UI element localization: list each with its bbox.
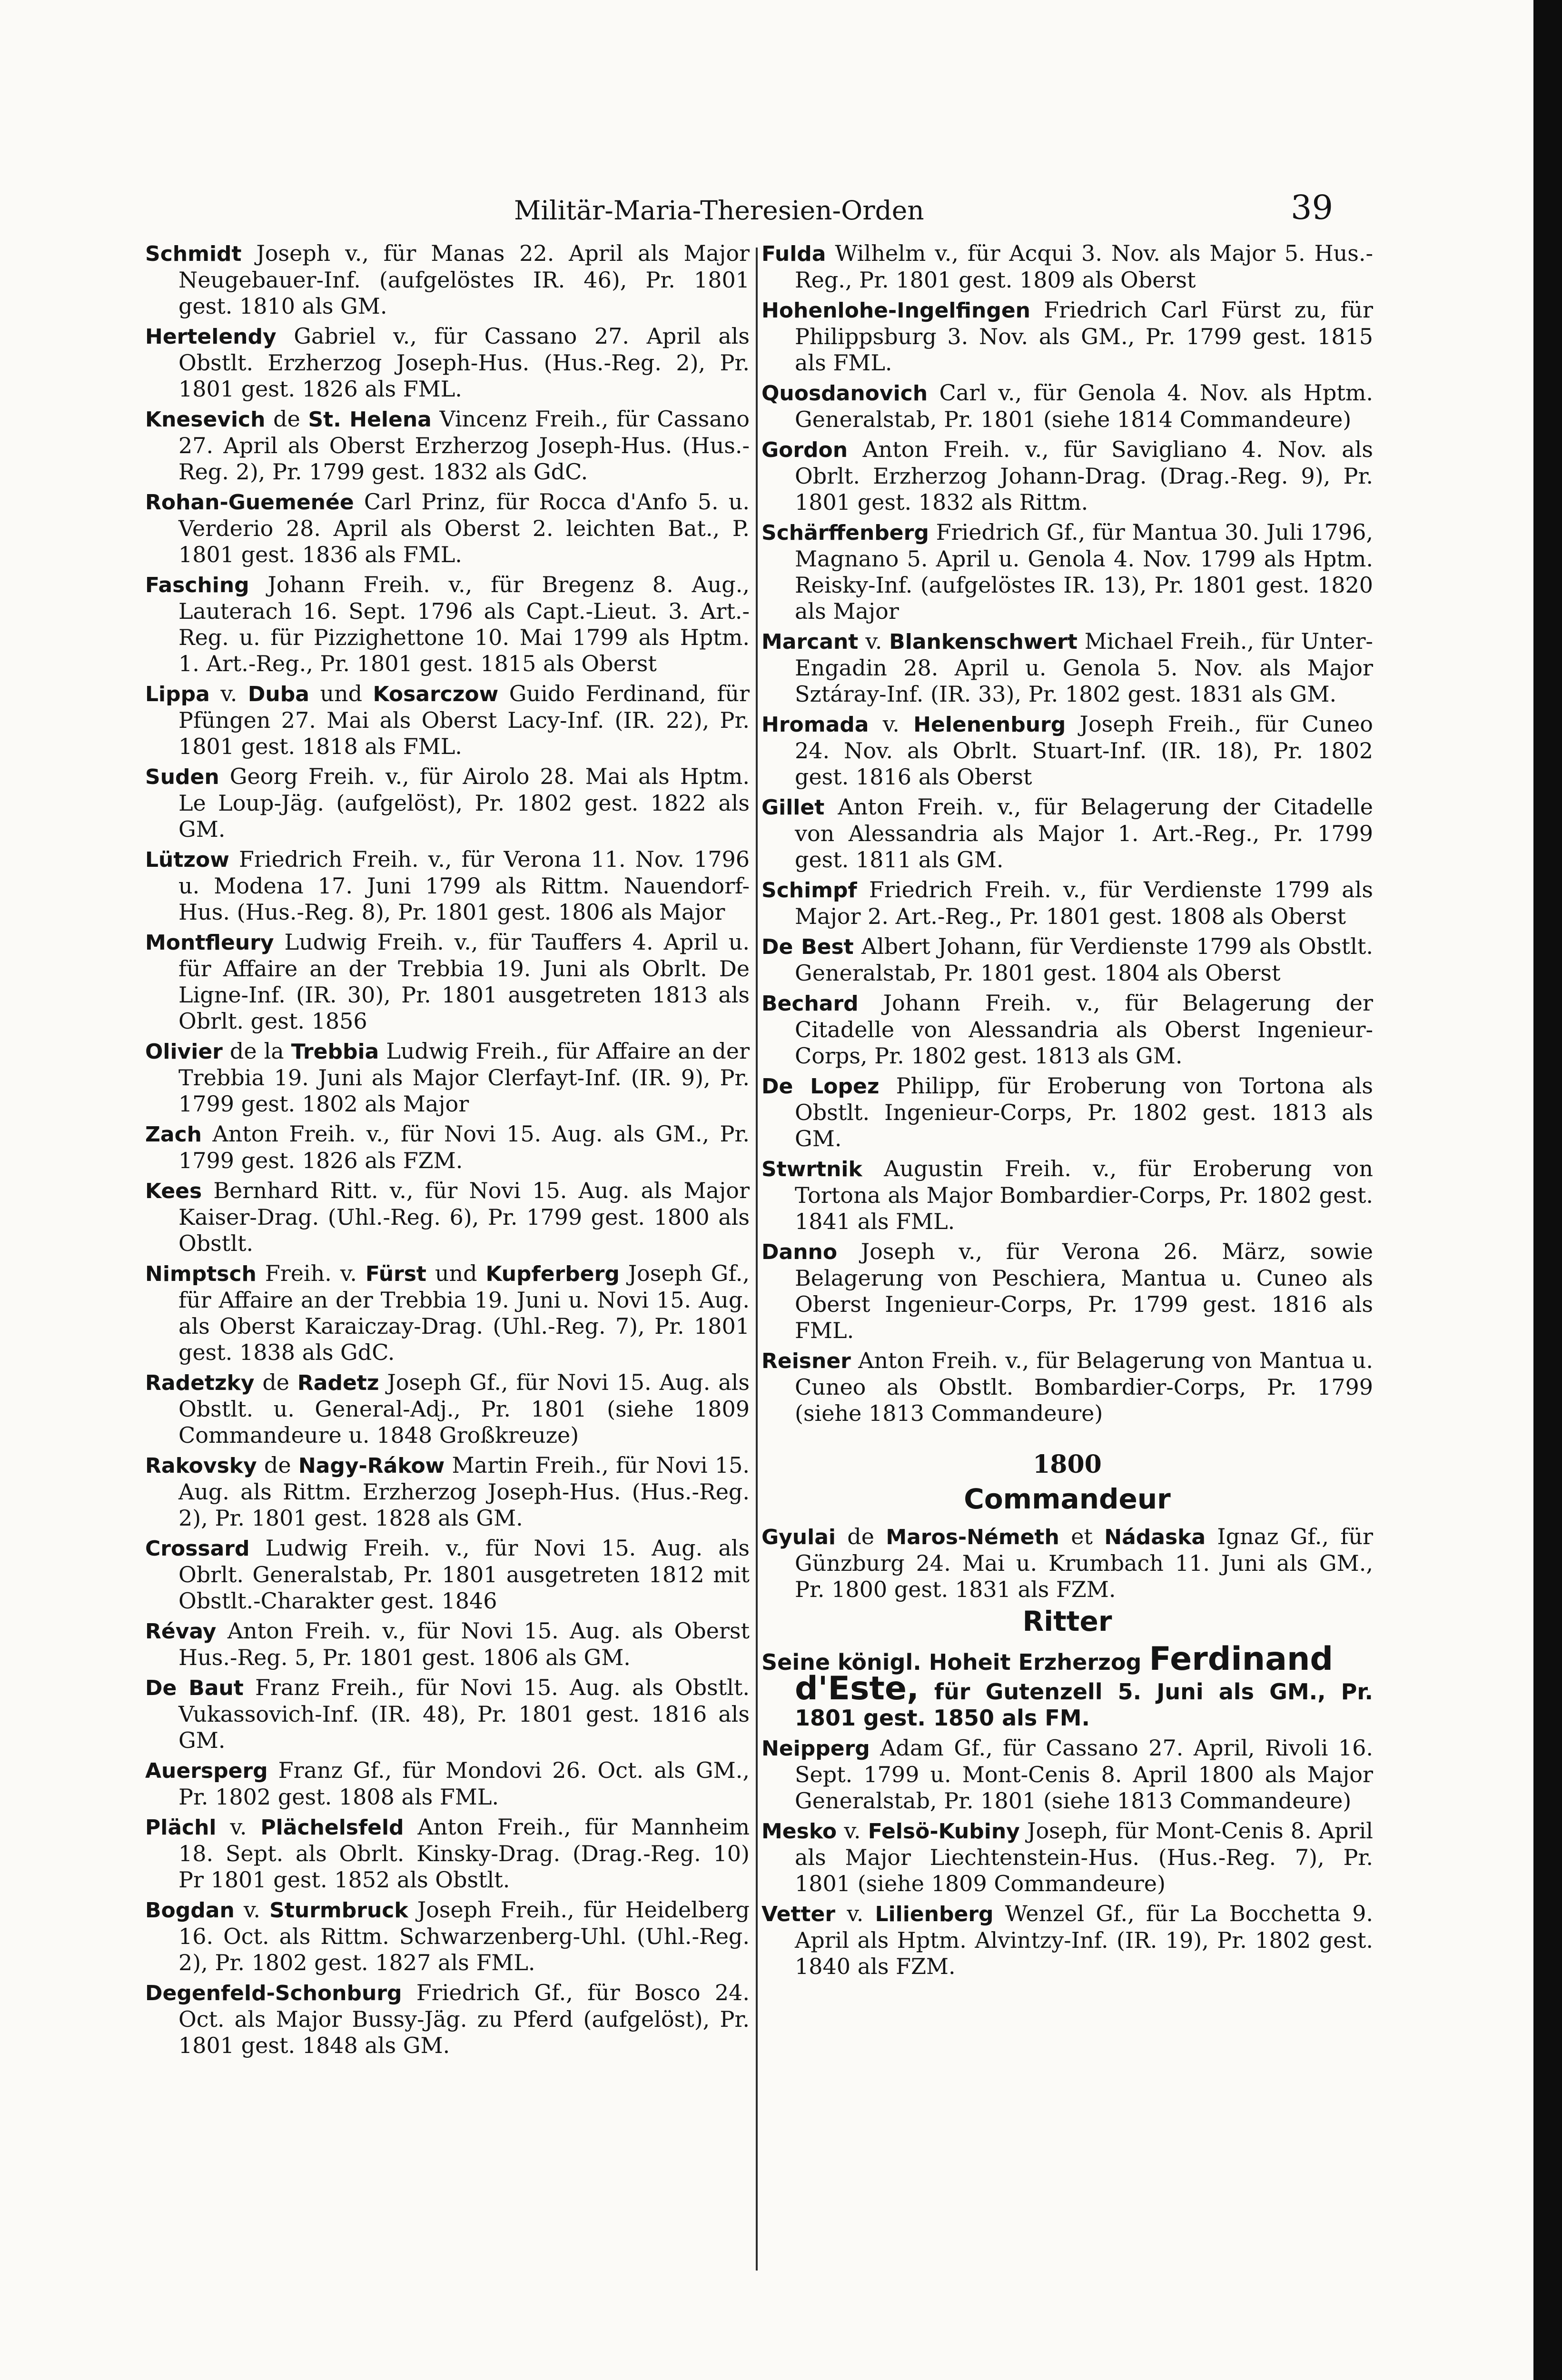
entry-text: v. xyxy=(837,1818,868,1844)
entry-text: Ludwig Freih., für Affaire an der Trebbia 19. Juni als Major Clerfayt-Inf. (IR. 9), Pr. 1799 gest. 1802 als Major xyxy=(178,1038,750,1117)
entry-text: Anton Freih. v., für Novi 15. Aug. als GM., Pr. 1799 gest. 1826 als FZM. xyxy=(178,1121,750,1173)
entry-name: Nimptsch xyxy=(145,1262,257,1286)
entry-text: Anton Freih. v., für Belagerung der Citadelle von Alessandria als Major 1. Art.-Reg., Pr. 1799 gest. 1811 als GM. xyxy=(795,794,1373,873)
entry-name: Gyulai xyxy=(761,1525,836,1549)
entry-text: Friedrich Gf., für Bosco 24. Oct. als Major Bussy-Jäg. zu Pferd (aufgelöst), Pr. 1801 gest. 1848 als GM. xyxy=(178,1980,750,2058)
register-entry xyxy=(761,877,1373,930)
entry-text: Anton Freih. v., für Novi 15. Aug. als Oberst Hus.-Reg. 5, Pr. 1801 gest. 1806 als GM. xyxy=(178,1618,750,1670)
register-entry xyxy=(145,1369,750,1448)
register-entry xyxy=(145,1618,750,1671)
entry-text: Martin Freih., für Novi 15. Aug. als Rittm. Erzherzog Joseph-Hus. (Hus.-Reg. 2), Pr. 1801 gest. 1828 als GM. xyxy=(178,1452,750,1531)
entry-name: Stwrtnik xyxy=(761,1157,862,1181)
register-entry xyxy=(761,436,1373,516)
entry-name: Quosdanovich xyxy=(761,381,928,406)
register-entry xyxy=(145,1675,750,1754)
entry-name: Sturmbruck xyxy=(269,1898,408,1923)
scan-edge xyxy=(1533,0,1562,2380)
entry-text: v. xyxy=(234,1897,270,1923)
entry-name: Fürst xyxy=(365,1262,426,1286)
register-entry xyxy=(761,1156,1373,1235)
register-entry xyxy=(761,1901,1373,1980)
entry-name: Schimpf xyxy=(761,878,857,902)
entry-name: Révay xyxy=(145,1619,217,1644)
entry-name: Gordon xyxy=(761,438,848,462)
entry-name: Duba xyxy=(247,682,309,706)
register-entry xyxy=(145,846,750,925)
register-entry xyxy=(145,489,750,568)
register-entry xyxy=(145,1757,750,1810)
entry-text: Anton Freih. v., für Savigliano 4. Nov. als Obrlt. Erzherzog Johann-Drag. (Drag.-Reg. 9), Pr. 1801 gest. 1832 als Rittm. xyxy=(795,436,1373,515)
register-entry xyxy=(145,1038,750,1117)
entry-name: Kupferberg xyxy=(485,1262,620,1286)
entry-text: Gabriel v., für Cassano 27. April als Obstlt. Erzherzog Joseph-Hus. (Hus.-Reg. 2), Pr. 1801 gest. 1826 als FML. xyxy=(178,323,750,402)
entry-name: Suden xyxy=(145,765,219,789)
entry-name: Schärffenberg xyxy=(761,521,929,545)
ritter-heading: Ritter xyxy=(1022,1605,1112,1637)
entry-name: Lippa xyxy=(145,682,210,706)
register-entry xyxy=(145,1535,750,1614)
entry-name: Crossard xyxy=(145,1537,250,1561)
entry-text: Michael Freih., für Unter-Engadin 28. April u. Genola 5. Nov. als Major Sztáray-Inf. (IR. 33), Pr. 1802 gest. 1831 als GM. xyxy=(795,628,1373,707)
royal-rest: für Gutenzell 5. Juni als GM., Pr. 1801 gest. 1850 als FM. xyxy=(795,1679,1373,1731)
register-entry xyxy=(145,240,750,319)
register-entry xyxy=(145,1121,750,1174)
entry-name: Helenenburg xyxy=(913,713,1066,737)
entry-text: Franz Gf., für Mondovi 26. Oct. als GM., Pr. 1802 gest. 1808 als FML. xyxy=(178,1757,750,1810)
entry-text: Johann Freih. v., für Bregenz 8. Aug., Lauterach 16. Sept. 1796 als Capt.-Lieut. 3. Art.-Reg. u. für Pizzighettone 10. Mai 1799 als Hptm. 1. Art.-Reg., Pr. 1801 gest. 1815 als Oberst xyxy=(178,572,750,676)
entry-text: v. xyxy=(858,628,890,654)
royal-prefix: Seine königl. Hoheit Erzherzog xyxy=(761,1649,1149,1675)
entry-text: Joseph v., für Verona 26. März, sowie Belagerung von Peschiera, Mantua u. Cuneo als Oberst Ingenieur-Corps, Pr. 1799 gest. 1816 als FML. xyxy=(795,1239,1373,1343)
entry-text: Ignaz Gf., für Günzburg 24. Mai u. Krumbach 11. Juni als GM., Pr. 1800 gest. 1831 als FZM. xyxy=(795,1524,1373,1602)
entry-text: Anton Freih., für Mannheim 18. Sept. als Obrlt. Kinsky-Drag. (Drag.-Reg. 10) Pr 1801 gest. 1852 als Obstlt. xyxy=(178,1814,750,1893)
left-column xyxy=(145,240,750,2063)
entry-text: und xyxy=(309,681,373,706)
entry-text: Wenzel Gf., für La Bocchetta 9. April als Hptm. Alvintzy-Inf. (IR. 19), Pr. 1802 gest. 1840 als FZM. xyxy=(795,1901,1373,1979)
entry-name: Bechard xyxy=(761,992,859,1016)
entry-name: Neipperg xyxy=(761,1736,870,1761)
entry-text: und xyxy=(426,1260,486,1286)
entry-name: Hohenlohe-Ingelfingen xyxy=(761,298,1030,323)
register-entry xyxy=(145,1260,750,1366)
entry-text: Georg Freih. v., für Airolo 28. Mai als Hptm. Le Loup-Jäg. (aufgelöst), Pr. 1802 gest. 1822 als GM. xyxy=(178,764,750,842)
entry-name: Plächelsfeld xyxy=(260,1815,404,1840)
entry-name: Nádaska xyxy=(1104,1525,1206,1549)
entry-text: Franz Freih., für Novi 15. Aug. als Obstlt. Vukassovich-Inf. (IR. 48), Pr. 1801 gest. 1816 als GM. xyxy=(178,1675,750,1753)
entry-name: Zach xyxy=(145,1122,202,1147)
register-entry xyxy=(145,764,750,843)
entry-name: Marcant xyxy=(761,630,859,654)
register-entry xyxy=(761,1735,1373,1814)
register-entry xyxy=(145,406,750,485)
entry-text: Friedrich Gf., für Mantua 30. Juli 1796, Magnano 5. April u. Genola 4. Nov. 1799 als Hptm. Reisky-Inf. (aufgelöstes IR. 13), Pr. 1801 gest. 1820 als Major xyxy=(795,519,1373,624)
register-entry xyxy=(145,1980,750,2059)
entry-text: Wilhelm v., für Acqui 3. Nov. als Major 5. Hus.-Reg., Pr. 1801 gest. 1809 als Oberst xyxy=(795,240,1373,293)
entry-text: v. xyxy=(869,711,914,737)
entry-name: Kosarczow xyxy=(373,682,499,706)
register-entry xyxy=(761,240,1373,293)
entry-name: Hromada xyxy=(761,713,869,737)
register-entry xyxy=(761,380,1373,433)
entry-name: Fulda xyxy=(761,242,826,266)
register-entry xyxy=(761,297,1373,376)
register-entry xyxy=(761,711,1373,790)
register-entry xyxy=(145,1814,750,1893)
entry-text: de xyxy=(835,1524,886,1549)
royal-name-second: d'Este, xyxy=(795,1670,919,1707)
register-entry xyxy=(761,519,1373,625)
entry-text: Freih. v. xyxy=(256,1260,366,1286)
entry-name: Plächl xyxy=(145,1815,217,1840)
entry-name: Vetter xyxy=(761,1902,836,1926)
royal-name-first: Ferdinand xyxy=(1149,1640,1334,1678)
right-entries xyxy=(761,240,1373,1427)
entry-text: Vincenz Freih., für Cassano 27. April als Oberst Erzherzog Joseph-Hus. (Hus.-Reg. 2), Pr. 1799 gest. 1832 als GdC. xyxy=(178,406,750,485)
entry-text: Albert Johann, für Verdienste 1799 als Obstlt. Generalstab, Pr. 1801 gest. 1804 als Oberst xyxy=(795,933,1373,986)
register-entry xyxy=(761,794,1373,873)
entry-name: De Baut xyxy=(145,1676,244,1700)
entry-text: Joseph, für Mont-Cenis 8. April als Major Liechtenstein-Hus. (Hus.-Reg. 7), Pr. 1801 (siehe 1809 Commandeure) xyxy=(795,1818,1373,1896)
entry-text: Adam Gf., für Cassano 27. April, Rivoli 16. Sept. 1799 u. Mont-Cenis 8. April 1800 als Major Generalstab, Pr. 1801 (siehe 1813 Commandeure) xyxy=(795,1735,1373,1814)
year-heading: 1800 xyxy=(1033,1450,1102,1479)
commandeur-entries xyxy=(761,1524,1373,1603)
page-header: Militär-Maria-Theresien-Orden xyxy=(514,195,924,226)
entry-name: Knesevich xyxy=(145,407,266,432)
entry-name: Kees xyxy=(145,1179,202,1203)
page-number: 39 xyxy=(1291,188,1334,227)
register-entry xyxy=(145,572,750,677)
commandeur-heading: Commandeur xyxy=(964,1483,1171,1515)
register-entry xyxy=(761,1818,1373,1897)
entry-name: Trebbia xyxy=(291,1040,379,1064)
entry-text: Joseph Gf., für Novi 15. Aug. als Obstlt. u. General-Adj., Pr. 1801 (siehe 1809 Commandeure u. 1848 Großkreuze) xyxy=(178,1369,750,1448)
entry-text: v. xyxy=(209,681,248,706)
entry-name: Felsö-Kubiny xyxy=(868,1819,1020,1844)
entry-text: de la xyxy=(222,1038,291,1064)
ritter-entries xyxy=(761,1735,1373,1980)
royal-entry xyxy=(761,1640,1373,1731)
entry-name: Nagy-Rákow xyxy=(298,1454,445,1478)
register-entry xyxy=(761,1239,1373,1344)
register-entry xyxy=(761,933,1373,986)
entry-name: Olivier xyxy=(145,1040,223,1064)
entry-text: Joseph Gf., für Affaire an der Trebbia 19. Juni u. Novi 15. Aug. als Oberst Karaiczay-Drag. (Uhl.-Reg. 7), Pr. 1801 gest. 1838 als GdC. xyxy=(178,1260,750,1365)
entry-text: de xyxy=(257,1452,298,1478)
entry-name: Bogdan xyxy=(145,1898,235,1923)
entry-text: Bernhard Ritt. v., für Novi 15. Aug. als Major Kaiser-Drag. (Uhl.-Reg. 6), Pr. 1799 gest. 1800 als Obstlt. xyxy=(178,1178,750,1256)
register-entry xyxy=(145,1897,750,1976)
entry-name: Montfleury xyxy=(145,931,274,955)
column-divider xyxy=(756,248,758,2271)
entry-name: Auersperg xyxy=(145,1759,268,1783)
register-entry xyxy=(145,681,750,760)
entry-text: Ludwig Freih. v., für Tauffers 4. April u. für Affaire an der Trebbia 19. Juni als Obrlt. De Ligne-Inf. (IR. 30), Pr. 1801 ausgetreten 1813 als Obrlt. gest. 1856 xyxy=(178,929,750,1034)
entry-name: Radetzky xyxy=(145,1371,255,1395)
entry-text: Augustin Freih. v., für Eroberung von Tortona als Major Bombardier-Corps, Pr. 1802 gest. 1841 als FML. xyxy=(795,1156,1373,1234)
register-entry xyxy=(761,990,1373,1069)
entry-text: v. xyxy=(216,1814,261,1840)
register-entry xyxy=(145,1178,750,1257)
entry-text: Joseph v., für Manas 22. April als Major Neugebauer-Inf. (aufgelöstes IR. 46), Pr. 1801 gest. 1810 als GM. xyxy=(178,240,750,319)
entry-text: Anton Freih. v., für Belagerung von Mantua u. Cuneo als Obstlt. Bombardier-Corps, Pr. 1799 (siehe 1813 Commandeure) xyxy=(795,1348,1373,1426)
entry-text: et xyxy=(1059,1524,1105,1549)
entry-text: Carl v., für Genola 4. Nov. als Hptm. Generalstab, Pr. 1801 (siehe 1814 Commandeure) xyxy=(795,380,1373,432)
entry-text: Joseph Freih., für Heidelberg 16. Oct. als Rittm. Schwarzenberg-Uhl. (Uhl.-Reg. 2), Pr. 1802 gest. 1827 als FML. xyxy=(178,1897,750,1975)
entry-name: Hertelendy xyxy=(145,325,277,349)
entry-name: Danno xyxy=(761,1240,838,1264)
entry-name: Lilienberg xyxy=(875,1902,994,1926)
entry-name: Maros-Németh xyxy=(886,1525,1059,1549)
entry-text: de xyxy=(254,1369,297,1395)
entry-name: Gillet xyxy=(761,795,825,820)
register-entry xyxy=(761,628,1373,707)
entry-name: St. Helena xyxy=(308,407,432,432)
register-entry xyxy=(761,1524,1373,1603)
entry-text: v. xyxy=(835,1901,875,1926)
entry-name: De Best xyxy=(761,935,854,959)
entry-text: Ludwig Freih. v., für Novi 15. Aug. als Obrlt. Generalstab, Pr. 1801 ausgetreten 1812 mit Obstlt.-Charakter gest. 1846 xyxy=(178,1535,750,1614)
entry-text: de xyxy=(265,406,308,432)
right-column xyxy=(761,240,1373,1983)
entry-text: Johann Freih. v., für Belagerung der Citadelle von Alessandria als Oberst Ingenieur-Corps, Pr. 1802 gest. 1813 als GM. xyxy=(795,990,1373,1069)
register-entry xyxy=(761,1073,1373,1152)
entry-text: Friedrich Freih. v., für Verdienste 1799 als Major 2. Art.-Reg., Pr. 1801 gest. 1808 als Oberst xyxy=(795,877,1373,929)
entry-text: Guido Ferdinand, für Pfüngen 27. Mai als Oberst Lacy-Inf. (IR. 22), Pr. 1801 gest. 1818 als FML. xyxy=(178,681,750,759)
entry-name: Lützow xyxy=(145,848,229,872)
register-entry xyxy=(145,1452,750,1531)
entry-name: De Lopez xyxy=(761,1074,880,1099)
entry-text: Philipp, für Eroberung von Tortona als Obstlt. Ingenieur-Corps, Pr. 1802 gest. 1813 als GM. xyxy=(795,1073,1374,1151)
entry-name: Fasching xyxy=(145,573,249,597)
entry-name: Schmidt xyxy=(145,242,242,266)
entry-name: Rakovsky xyxy=(145,1454,257,1478)
register-entry xyxy=(761,1348,1373,1427)
entry-text: Carl Prinz, für Rocca d'Anfo 5. u. Verderio 28. April als Oberst 2. leichten Bat., P. 1801 gest. 1836 als FML. xyxy=(178,489,750,567)
entry-name: Reisner xyxy=(761,1349,851,1373)
entry-name: Radetz xyxy=(297,1371,379,1395)
entry-text: Joseph Freih., für Cuneo 24. Nov. als Obrlt. Stuart-Inf. (IR. 18), Pr. 1802 gest. 1816 als Oberst xyxy=(795,711,1373,790)
entry-text: Friedrich Freih. v., für Verona 11. Nov. 1796 u. Modena 17. Juni 1799 als Rittm. Nauendorf-Hus. (Hus.-Reg. 8), Pr. 1801 gest. 1806 als Major xyxy=(178,846,750,925)
entry-name: Blankenschwert xyxy=(889,630,1078,654)
register-entry xyxy=(145,929,750,1034)
entry-text: Friedrich Carl Fürst zu, für Philippsburg 3. Nov. als GM., Pr. 1799 gest. 1815 als FML. xyxy=(795,297,1373,376)
entry-name: Mesko xyxy=(761,1819,837,1844)
entry-name: Rohan-Guemenée xyxy=(145,490,354,515)
entry-name: Degenfeld-Schonburg xyxy=(145,1981,402,2005)
register-entry xyxy=(145,323,750,402)
